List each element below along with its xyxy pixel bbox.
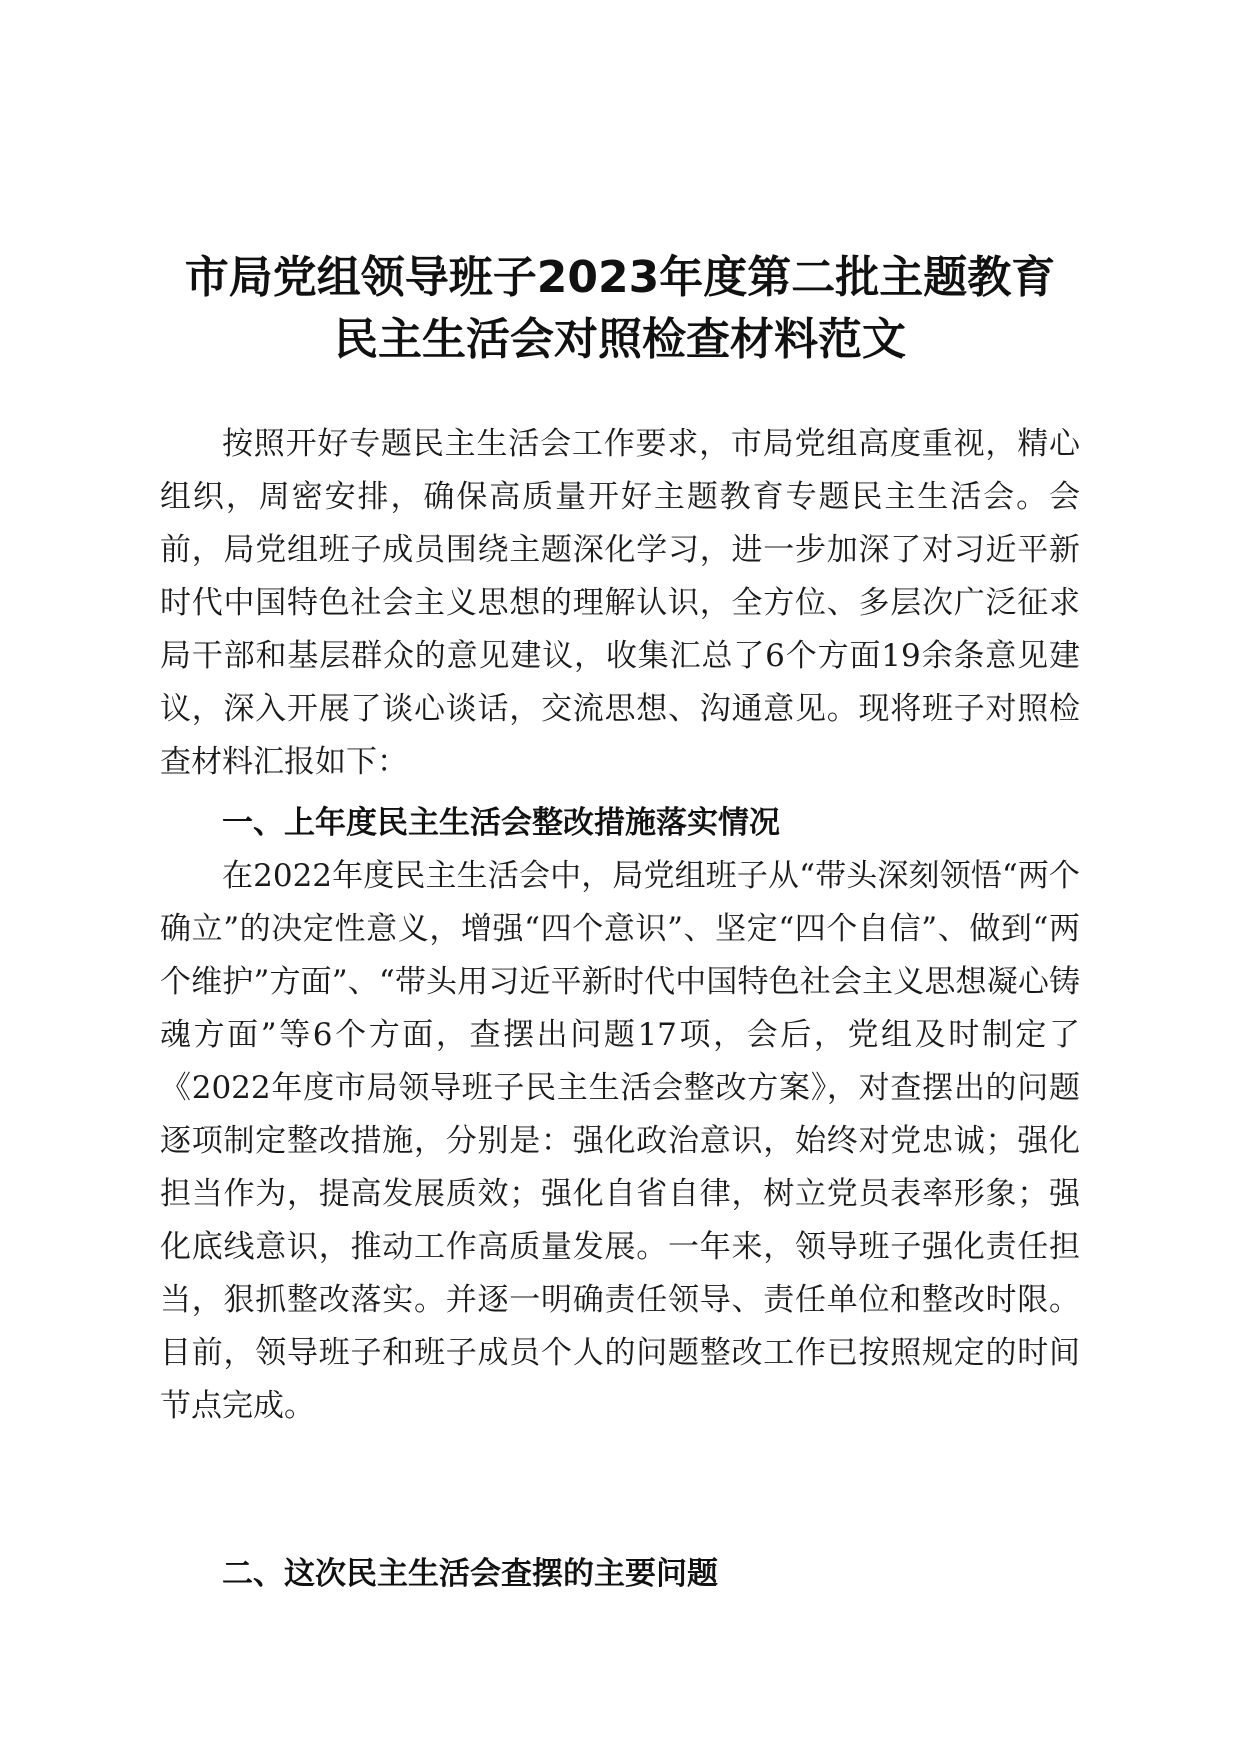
section1-heading: 一、上年度民主生活会整改措施落实情况 <box>222 805 780 841</box>
intro-paragraph: 按照开好专题民主生活会工作要求，市局党组高度重视，精心组织，周密安排，确保高质量开好主题教育专题民主生活会。会前，局党组班子成员围绕主题深化学习，进一步加深了对习近平新时代中国特色社会主义思想的理解认识，全方位、多层次广泛征求局干部和基层群众的意见建议，收集汇总了6个方面19余条意见建议，深入开展了谈心谈话，交流思想、沟通意见。现将班子对照检查材料汇报如下： <box>160 426 1080 780</box>
section1-paragraph: 在2022年度民主生活会中，局党组班子从“带头深刻领悟“两个确立”的决定性意义，增强“四个意识”、坚定“四个自信”、做到“两个维护”方面”、“带头用习近平新时代中国特色社会主义思想凝心铸魂方面”等6个方面，查摆出问题17项，会后，党组及时制定了《2022年度市局领导班子民主生活会整改方案》，对查摆出的问题逐项制定整改措施，分别是：强化政治意识，始终对党忠诚；强化担当作为，提高发展质效；强化自省自律，树立党员表率形象；强化底线意识，推动工作高质量发展。一年来，领导班子强化责任担当，狠抓整改落实。并逐一明确责任领导、责任单位和整改时限。目前，领导班子和班子成员个人的问题整改工作已按照规定的时间节点完成。 <box>160 858 1080 1424</box>
document-title-line2: 民主生活会对照检查材料范文 <box>334 314 906 365</box>
section2-heading: 二、这次民主生活会查摆的主要问题 <box>222 1556 718 1592</box>
document-title-line1: 市局党组领导班子2023年度第二批主题教育 <box>184 252 1056 303</box>
